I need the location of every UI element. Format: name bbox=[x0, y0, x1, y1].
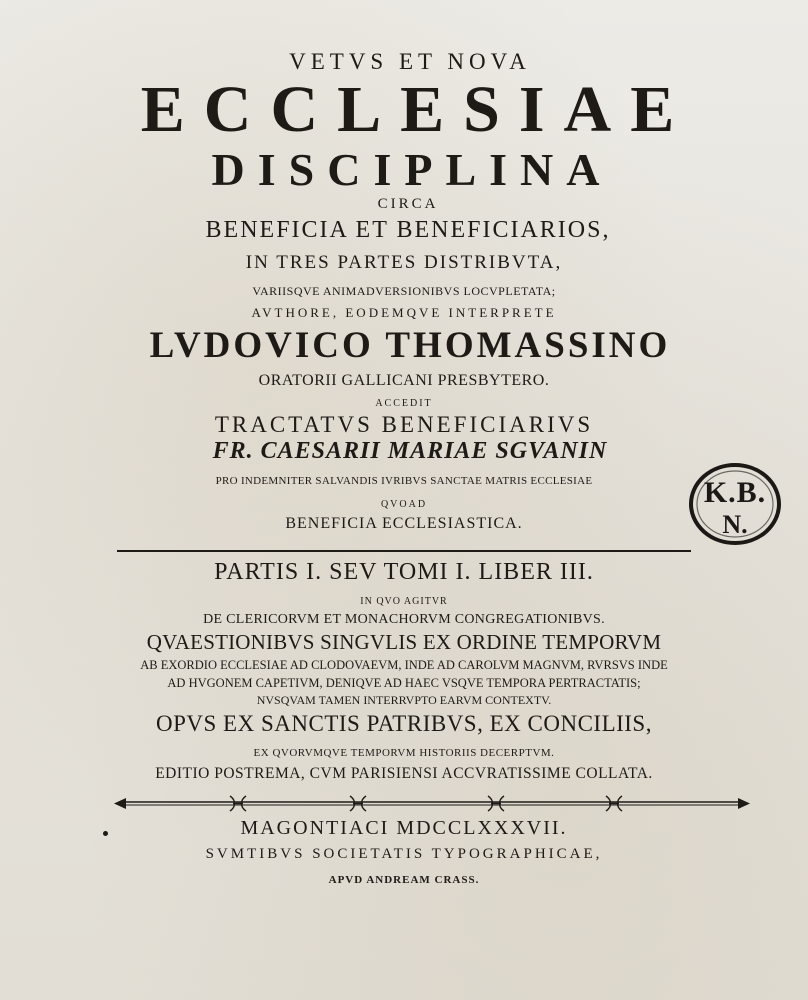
stamp-text-kb: K.B. bbox=[703, 476, 767, 509]
ornamental-divider bbox=[112, 792, 752, 814]
stamp-text-n: N. bbox=[722, 510, 748, 539]
imprint-publisher: SVMTIBVS SOCIETATIS TYPOGRAPHICAE, bbox=[205, 846, 603, 862]
title-line-circa: CIRCA bbox=[377, 196, 439, 212]
title-line-disciplina: DISCIPLINA bbox=[211, 144, 613, 195]
author-name: LVDOVICO THOMASSINO bbox=[149, 325, 671, 366]
author-intro-line: AVTHORE, EODEMQVE INTERPRETE bbox=[251, 305, 557, 320]
quaestionibus-line: QVAESTIONIBVS SINGVLIS EX ORDINE TEMPORVM bbox=[146, 630, 662, 654]
imprint-place-date: MAGONTIACI MDCCLXXXVII. bbox=[240, 817, 568, 839]
pro-indemniter-line: PRO INDEMNITER SALVANDIS IVRIBVS SANCTAE MATRIS ECCLESIAE bbox=[215, 475, 593, 487]
title-line-variis: VARIISQVE ANIMADVERSIONIBVS LOCVPLETATA; bbox=[252, 284, 556, 298]
quoad-line: QVOAD bbox=[380, 499, 428, 510]
title-line-beneficia: BENEFICIA ET BENEFICIARIOS, bbox=[205, 217, 611, 243]
accedit-line: ACCEDIT bbox=[375, 398, 433, 409]
ex-quorum-line: EX QVORVMQVE TEMPORVM HISTORIIS DECERPTVM. bbox=[253, 747, 555, 759]
beneficia-ecclesiastica-line: BENEFICIA ECCLESIASTICA. bbox=[285, 515, 523, 532]
volume-part-line: PARTIS I. SEV TOMI I. LIBER III. bbox=[214, 559, 594, 585]
opus-line: OPVS EX SANCTIS PATRIBVS, EX CONCILIIS, bbox=[156, 711, 652, 736]
author-affiliation: ORATORII GALLICANI PRESBYTERO. bbox=[258, 372, 550, 389]
second-author-name: FR. CAESARII MARIAE SGVANIN bbox=[212, 438, 608, 464]
title-line-vetus: VETVS ET NOVA bbox=[289, 49, 531, 74]
imprint-printer: APVD ANDREAM CRASS. bbox=[328, 874, 480, 886]
edition-line: EDITIO POSTREMA, CVM PARISIENSI ACCVRATISSIME COLLATA. bbox=[155, 765, 653, 782]
horizontal-rule bbox=[117, 550, 691, 552]
title-line-tres-partes: IN TRES PARTES DISTRIBVTA, bbox=[245, 252, 563, 273]
in-quo-line: IN QVO AGITVR bbox=[360, 596, 448, 607]
ab-exordio-line: AB EXORDIO ECCLESIAE AD CLODOVAEVM, INDE AD CAROLVM MAGNVM, RVRSVS INDE bbox=[140, 658, 668, 672]
ad-hugonem-line: AD HVGONEM CAPETIVM, DENIQVE AD HAEC VSQVE TEMPORA PERTRACTATIS; bbox=[167, 676, 641, 690]
tractatus-line: TRACTATVS BENEFICIARIVS bbox=[214, 412, 594, 437]
library-stamp bbox=[688, 462, 782, 546]
nusquam-line: NVSQVAM TAMEN INTERRVPTO EARVM CONTEXTV. bbox=[256, 693, 552, 707]
title-line-ecclesiae: ECCLESIAE bbox=[140, 73, 694, 146]
subject-line: DE CLERICORVM ET MONACHORVM CONGREGATIONIBVS. bbox=[203, 612, 605, 627]
